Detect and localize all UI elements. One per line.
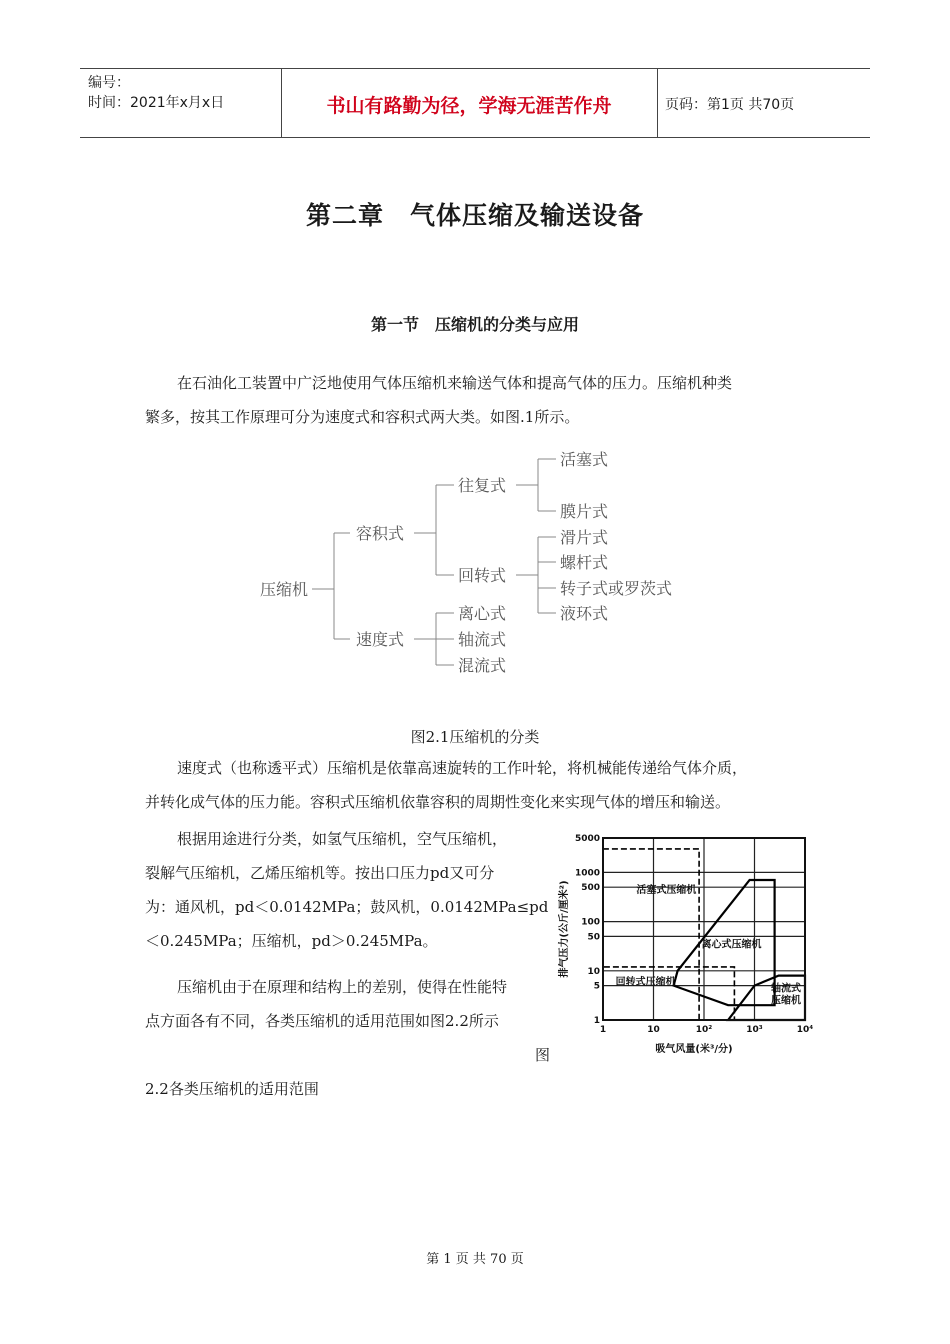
y-tick-label: 5 — [593, 981, 600, 992]
region-label — [771, 981, 801, 1006]
region-label-line: 轴流式 — [770, 983, 801, 995]
body-line: 2.2各类压缩机的适用范围 — [145, 1080, 319, 1098]
body-line: 并转化成气体的压力能。容积式压缩机依靠容积的周期性变化来实现气体的增压和输送。 — [145, 793, 731, 811]
header-meta — [88, 73, 224, 113]
x-tick-label: 10 — [647, 1025, 660, 1035]
tree-node-screw: 螺杆式 — [560, 553, 609, 572]
y-tick-label: 1000 — [574, 868, 600, 879]
y-tick-label: 5000 — [574, 834, 600, 844]
x-tick-label: 10³ — [746, 1025, 763, 1035]
tree-node-centrifugal: 离心式 — [458, 604, 507, 623]
tree-node-liquid-ring: 液环式 — [560, 604, 609, 623]
y-tick-labels — [575, 834, 600, 1026]
x-tick-label: 10⁴ — [796, 1025, 814, 1035]
tree-node-piston: 活塞式 — [560, 450, 609, 469]
region-label — [636, 883, 696, 896]
region-label — [616, 975, 676, 988]
region-label — [701, 937, 761, 950]
classification-tree — [250, 445, 710, 685]
intro-line: 在石油化工装置中广泛地使用气体压缩机来输送气体和提高气体的压力。压缩机种类 — [177, 374, 733, 392]
body-line: 根据用途进行分类，如氢气压缩机，空气压缩机， — [177, 830, 508, 848]
header-date: 时间：2021年x月x日 — [88, 95, 225, 111]
body-line: 压缩机由于在原理和结构上的差别，使得在性能特 — [177, 978, 508, 996]
tree-node-reciprocating: 往复式 — [458, 476, 507, 495]
figure-caption: 图2.1压缩机的分类 — [410, 728, 540, 746]
tree-node-mixed: 混流式 — [458, 656, 507, 675]
header-motto: 书山有路勤为径，学海无涯苦作舟 — [326, 95, 612, 117]
intro-line: 繁多，按其工作原理可分为速度式和容积式两大类。如图.1所示。 — [145, 408, 580, 426]
tree-node-sliding-vane: 滑片式 — [560, 528, 609, 547]
y-tick-label: 100 — [581, 917, 600, 928]
x-tick-label: 1 — [599, 1025, 607, 1035]
compressor-range-chart — [555, 828, 825, 1058]
y-tick-label: 500 — [581, 883, 600, 894]
tree-node-axial: 轴流式 — [458, 630, 507, 649]
x-tick-label: 10² — [695, 1025, 713, 1035]
x-tick-labels — [600, 1025, 813, 1035]
y-tick-label: 10 — [587, 966, 600, 977]
chapter-title: 第二章 气体压缩及输送设备 — [305, 201, 644, 230]
body-line: 点方面各有不同，各类压缩机的适用范围如图2.2所示 — [145, 1012, 499, 1030]
tree-node-diaphragm: 膜片式 — [560, 502, 609, 521]
tree-node-dynamic: 速度式 — [356, 630, 405, 649]
y-tick-label: 1 — [593, 1016, 600, 1026]
section-title: 第一节 压缩机的分类与应用 — [370, 315, 579, 334]
velocity-paragraph — [145, 751, 810, 819]
header-divider — [281, 69, 282, 137]
body-line: 速度式（也称透平式）压缩机是依靠高速旋转的工作叶轮，将机械能传递给气体介质， — [177, 759, 748, 777]
region-labels — [616, 883, 801, 1006]
tree-node-positive-displacement: 容积式 — [356, 524, 405, 543]
body-line: 为：通风机，pd＜0.0142MPa；鼓风机，0.0142MPa≤pd — [145, 898, 549, 916]
region-label-line: 活塞式压缩机 — [636, 885, 697, 897]
region-label-line: 压缩机 — [770, 995, 801, 1007]
region-outline — [603, 967, 734, 1020]
intro-paragraph — [145, 366, 810, 434]
region-outline — [603, 849, 699, 1020]
tree-connectors — [312, 459, 556, 665]
body-line: 图 — [534, 1046, 550, 1064]
usage-paragraph — [145, 822, 550, 958]
body-line: ＜0.245MPa；压缩机，pd＞0.245MPa。 — [145, 932, 438, 950]
y-axis-label: 排气压力(公斤/厘米²) — [559, 880, 570, 978]
page-footer: 第 1 页 共 70 页 — [426, 1252, 524, 1267]
region-label-line: 回转式压缩机 — [615, 976, 676, 988]
tree-node-root: 压缩机 — [260, 580, 309, 599]
header-page-number: 页码：第1页 共70页 — [665, 97, 795, 113]
x-axis-label: 吸气风量(米³/分) — [655, 1044, 733, 1055]
page-header — [80, 68, 870, 138]
y-tick-label: 50 — [587, 932, 600, 943]
header-number: 编号： — [88, 75, 130, 91]
body-line: 裂解气压缩机，乙烯压缩机等。按出口压力pd又可分 — [145, 864, 495, 882]
header-divider — [657, 69, 658, 137]
tree-node-roots: 转子式或罗茨式 — [560, 579, 673, 598]
tree-node-rotary: 回转式 — [458, 566, 507, 585]
region-label-line: 离心式压缩机 — [701, 939, 762, 951]
range-paragraph — [145, 970, 550, 1106]
